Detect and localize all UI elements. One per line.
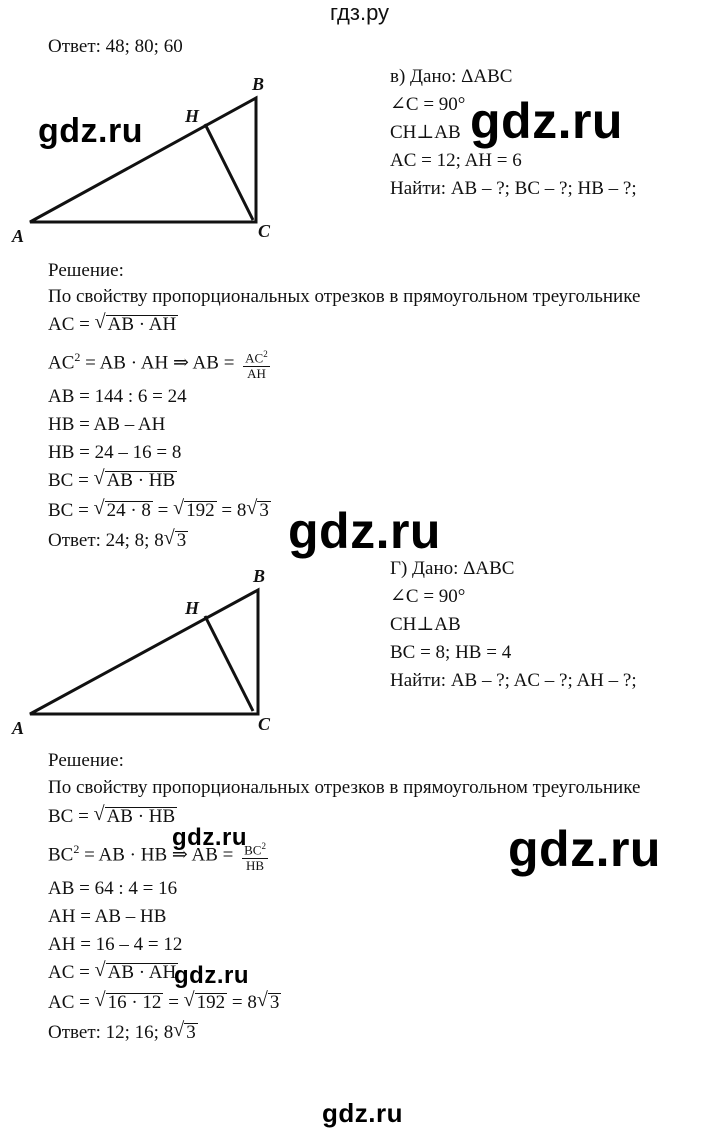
watermark: gdz.ru (288, 503, 441, 559)
given-line: ∠C = 90° (390, 586, 466, 607)
property-statement: По свойству пропорциональных отрезков в прямоугольном треугольнике (48, 777, 641, 798)
formula-line: AC = √ 16 · 12 = √ 192 = 8 √ 3 (48, 989, 280, 1013)
answer-line: Ответ: 24; 8; 8 √ 3 (48, 527, 187, 551)
formula-line: $AC^2$ = AB · AH ⇒ AB = $\frac{AC^2}{AH}$ (48, 349, 268, 381)
watermark: gdz.ru (38, 112, 143, 150)
vertex-c-label: C (258, 221, 271, 241)
watermark: gdz.ru (508, 821, 661, 877)
given-line: ∠C = 90° (390, 94, 466, 115)
vertex-a-label: A (12, 226, 25, 246)
formula-line: AC = √ AB · AH (48, 311, 177, 335)
watermark: gdz.ru (322, 1098, 403, 1128)
answer-line: Ответ: 12; 16; 8 √ 3 (48, 1019, 196, 1043)
solution-title: Решение: (48, 260, 124, 281)
watermark: gdz.ru (470, 93, 623, 149)
vertex-h-label: H (185, 106, 200, 126)
property-statement: По свойству пропорциональных отрезков в прямоугольном треугольнике (48, 286, 641, 307)
given-line: AC = 12; AH = 6 (390, 150, 522, 171)
formula-line: HB = AB – AH (48, 414, 166, 435)
find-line: Найти: AB – ?; BC – ?; HB – ?; (390, 178, 637, 199)
formula-line: AB = 144 : 6 = 24 (48, 386, 187, 407)
formula-line: BC = √ AB · HB (48, 803, 176, 827)
find-line: Найти: AB – ?; AC – ?; AH – ?; (390, 670, 637, 691)
formula-line: BC = √ AB · HB (48, 467, 176, 491)
given-line: Г) Дано: ΔABC (390, 558, 515, 579)
watermark: gdz.ru (174, 962, 249, 989)
formula-line: HB = 24 – 16 = 8 (48, 442, 182, 463)
vertex-a-label: A (12, 718, 25, 738)
formula-line: AC = √ AB · AH (48, 959, 177, 983)
watermark: gdz.ru (172, 824, 247, 851)
vertex-b-label: B (253, 566, 266, 586)
given-line: в) Дано: ΔABC (390, 66, 513, 87)
site-header: гдз.ру (330, 0, 390, 25)
formula-line: AH = AB – HB (48, 906, 167, 927)
vertex-b-label: B (252, 74, 265, 94)
vertex-h-label: H (185, 598, 200, 618)
formula-line: AH = 16 – 4 = 12 (48, 934, 183, 955)
given-line: CH⊥AB (390, 122, 461, 143)
solution-title: Решение: (48, 750, 124, 771)
formula-line: BC = √ 24 · 8 = √ 192 = 8 √ 3 (48, 497, 269, 521)
formula-line: $BC^2$ = AB · HB ⇒ AB = $\frac{BC^2}{HB}$ (48, 841, 266, 873)
given-line: CH⊥AB (390, 614, 461, 635)
formula-line: AB = 64 : 4 = 16 (48, 878, 178, 899)
vertex-c-label: C (258, 714, 271, 734)
previous-answer: Ответ: 48; 80; 60 (48, 36, 183, 57)
given-line: BC = 8; HB = 4 (390, 642, 512, 663)
